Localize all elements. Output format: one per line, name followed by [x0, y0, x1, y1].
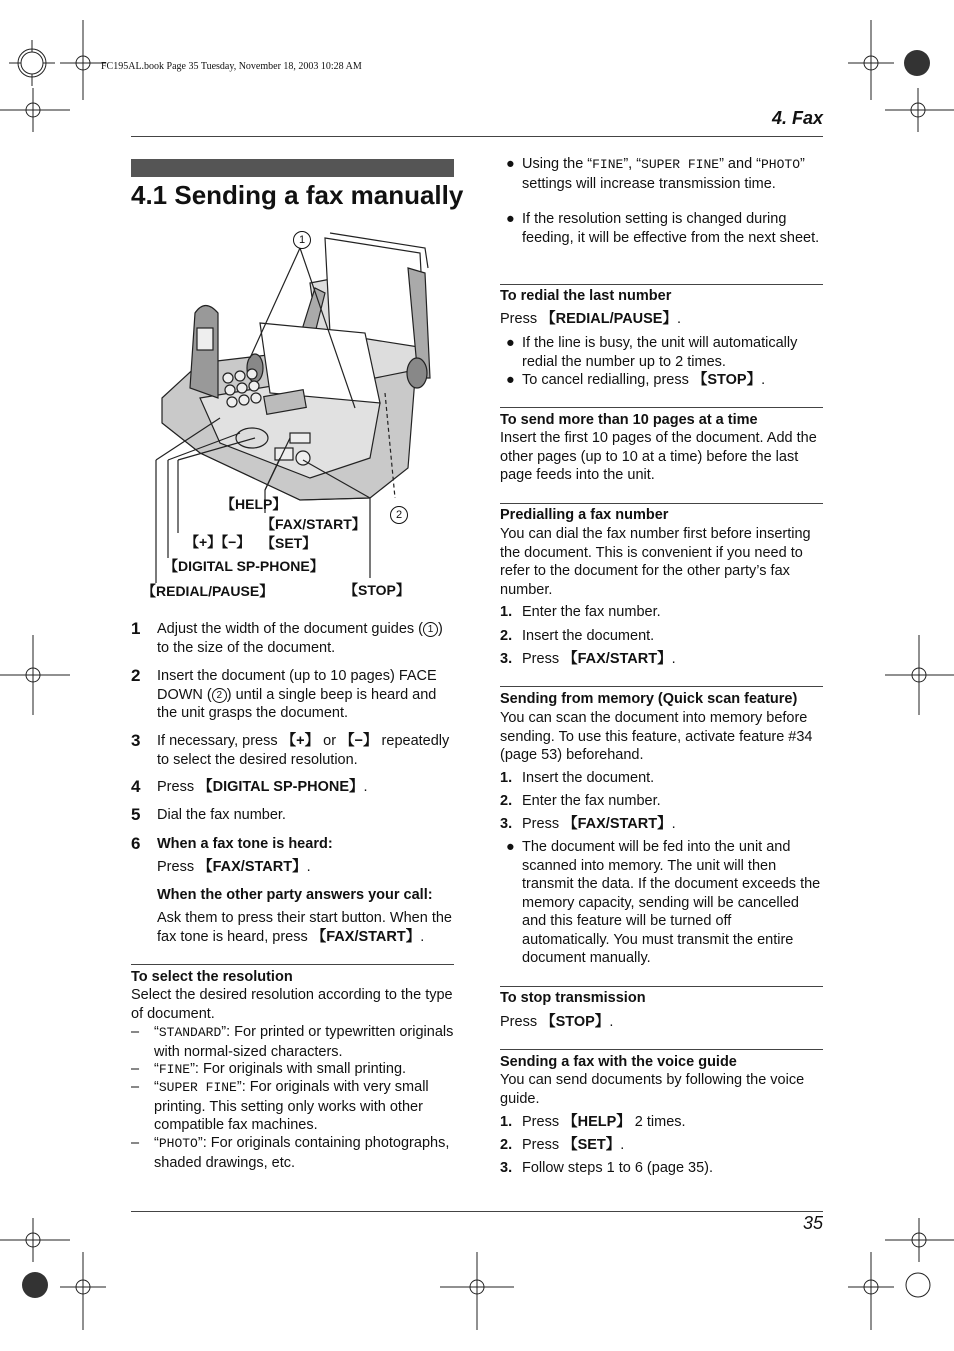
- step-6-text: Press 【FAX/START】.: [157, 859, 311, 875]
- voice-step: Press 【HELP】 2 times.: [522, 1114, 686, 1130]
- step-1-text: Adjust the width of the document guides ( 1 ) to the size of the document.: [157, 621, 443, 656]
- label-help: 【HELP】: [221, 496, 287, 512]
- divider: [500, 503, 823, 504]
- dash: –: [131, 1061, 140, 1077]
- more-pages-title: To send more than 10 pages at a time: [500, 412, 758, 428]
- predial-step: Insert the document.: [522, 628, 655, 644]
- memory-note: The document will be fed into the unit and scanned into memory. The unit will then transmit the data. If the document exceeds the memory capacity, sending will be cancelled and this feature will be turned off automatically. You must transmit the entire document manually.: [522, 839, 821, 966]
- list-number: 1.: [500, 770, 513, 786]
- bullet-dot: ●: [506, 372, 515, 388]
- voice-text: You can send documents by following the voice guide.: [500, 1072, 805, 1107]
- footer-rule: [131, 1211, 823, 1212]
- header-rule: [131, 136, 823, 137]
- dash: –: [131, 1079, 140, 1095]
- predial-text: You can dial the fax number first before inserting the document. This is convenient if you need to refer to the document for the other party’s fax number.: [500, 526, 811, 598]
- divider: [500, 407, 823, 408]
- memory-title: Sending from memory (Quick scan feature): [500, 691, 798, 707]
- running-header: 4. Fax: [771, 108, 823, 128]
- predial-title: Predialling a fax number: [500, 507, 669, 523]
- step-number: 4: [131, 777, 141, 796]
- bullet-dot: ●: [506, 335, 515, 351]
- step-6-text-2: Ask them to press their start button. When the fax tone is heard, press 【FAX/START】.: [157, 910, 452, 945]
- voice-title: Sending a fax with the voice guide: [500, 1054, 737, 1070]
- memory-text: You can scan the document into memory before sending. To use this feature, activate feature #34 (page 53) beforehand.: [500, 710, 813, 763]
- list-number: 3.: [500, 651, 513, 667]
- step-6-heading: When a fax tone is heard:: [157, 836, 333, 852]
- print-header: FC195AL.book Page 35 Tuesday, November 18, 2003 10:28 AM: [101, 61, 362, 72]
- label-plus-minus: 【+】【−】: [185, 534, 251, 550]
- list-number: 2.: [500, 1137, 513, 1153]
- voice-step: Follow steps 1 to 6 (page 35).: [522, 1160, 714, 1176]
- redial-title: To redial the last number: [500, 288, 672, 304]
- predial-step: Press 【FAX/START】.: [522, 651, 676, 667]
- step-2-text: Insert the document (up to 10 pages) FACE DOWN ( 2 ) until a single beep is heard and the unit grasps the document.: [157, 668, 437, 721]
- list-number: 1.: [500, 604, 513, 620]
- section-bar: [131, 159, 454, 177]
- list-number: 3.: [500, 1160, 513, 1176]
- label-stop: 【STOP】: [344, 582, 410, 598]
- resolution-note: If the resolution setting is changed during feeding, it will be effective from the next sheet.: [522, 211, 820, 246]
- list-number: 2.: [500, 793, 513, 809]
- stop-title: To stop transmission: [500, 990, 646, 1006]
- label-digital-sp-phone: 【DIGITAL SP-PHONE】: [164, 558, 324, 574]
- divider: [500, 284, 823, 285]
- redial-press: Press 【REDIAL/PAUSE】.: [500, 311, 682, 327]
- memory-step: Enter the fax number.: [522, 793, 661, 809]
- list-number: 1.: [500, 1114, 513, 1130]
- stop-press: Press 【STOP】.: [500, 1014, 614, 1030]
- redial-note: If the line is busy, the unit will automatically redial the number up to 2 times.: [522, 335, 798, 370]
- resolution-item: “FINE”: For originals with small printing.: [154, 1061, 407, 1077]
- callout-1: 1: [293, 231, 311, 249]
- divider: [500, 686, 823, 687]
- step-6-heading-2: When the other party answers your call:: [157, 887, 433, 903]
- step-number: 5: [131, 805, 141, 824]
- more-pages-text: Insert the first 10 pages of the document. Add the other pages (up to 10 at a time) before the last page feeds into the unit.: [500, 430, 817, 483]
- resolution-item: “PHOTO”: For originals containing photographs, shaded drawings, etc.: [154, 1135, 450, 1171]
- step-5-text: Dial the fax number.: [157, 807, 286, 823]
- step-number: 3: [131, 731, 141, 750]
- resolution-item: “STANDARD”: For printed or typewritten originals with normal-sized characters.: [154, 1024, 454, 1060]
- dash: –: [131, 1024, 140, 1040]
- bullet-dot: ●: [506, 839, 515, 855]
- list-number: 2.: [500, 628, 513, 644]
- step-3-text: If necessary, press 【+】 or 【−】 repeatedly to select the desired resolution.: [157, 733, 450, 768]
- memory-step: Press 【FAX/START】.: [522, 816, 676, 832]
- list-number: 3.: [500, 816, 513, 832]
- memory-step: Insert the document.: [522, 770, 655, 786]
- divider: [131, 964, 454, 965]
- resolution-note: Using the “FINE”, “SUPER FINE” and “PHOTO” settings will increase transmission time.: [522, 156, 805, 192]
- label-redial-pause: 【REDIAL/PAUSE】: [142, 583, 274, 599]
- step-4-text: Press 【DIGITAL SP-PHONE】.: [157, 779, 368, 795]
- label-set: 【SET】: [261, 535, 317, 551]
- predial-step: Enter the fax number.: [522, 604, 661, 620]
- voice-step: Press 【SET】.: [522, 1137, 625, 1153]
- label-fax-start: 【FAX/START】: [261, 516, 366, 532]
- divider: [500, 1049, 823, 1050]
- page-number: 35: [802, 1213, 823, 1233]
- divider: [500, 986, 823, 987]
- step-number: 2: [131, 666, 141, 685]
- section-title: 4.1 Sending a fax manually: [131, 180, 464, 210]
- resolution-intro: Select the desired resolution according to the type of document.: [131, 987, 453, 1022]
- resolution-title: To select the resolution: [131, 969, 293, 985]
- resolution-item: “SUPER FINE”: For originals with very small printing. This setting only works with other compatible fax machines.: [154, 1079, 429, 1133]
- bullet-dot: ●: [506, 156, 515, 172]
- step-number: 1: [131, 619, 141, 638]
- step-number: 6: [131, 834, 141, 853]
- redial-cancel-note: To cancel redialling, press 【STOP】.: [522, 372, 766, 388]
- bullet-dot: ●: [506, 211, 515, 227]
- callout-2: 2: [390, 506, 408, 524]
- dash: –: [131, 1135, 140, 1151]
